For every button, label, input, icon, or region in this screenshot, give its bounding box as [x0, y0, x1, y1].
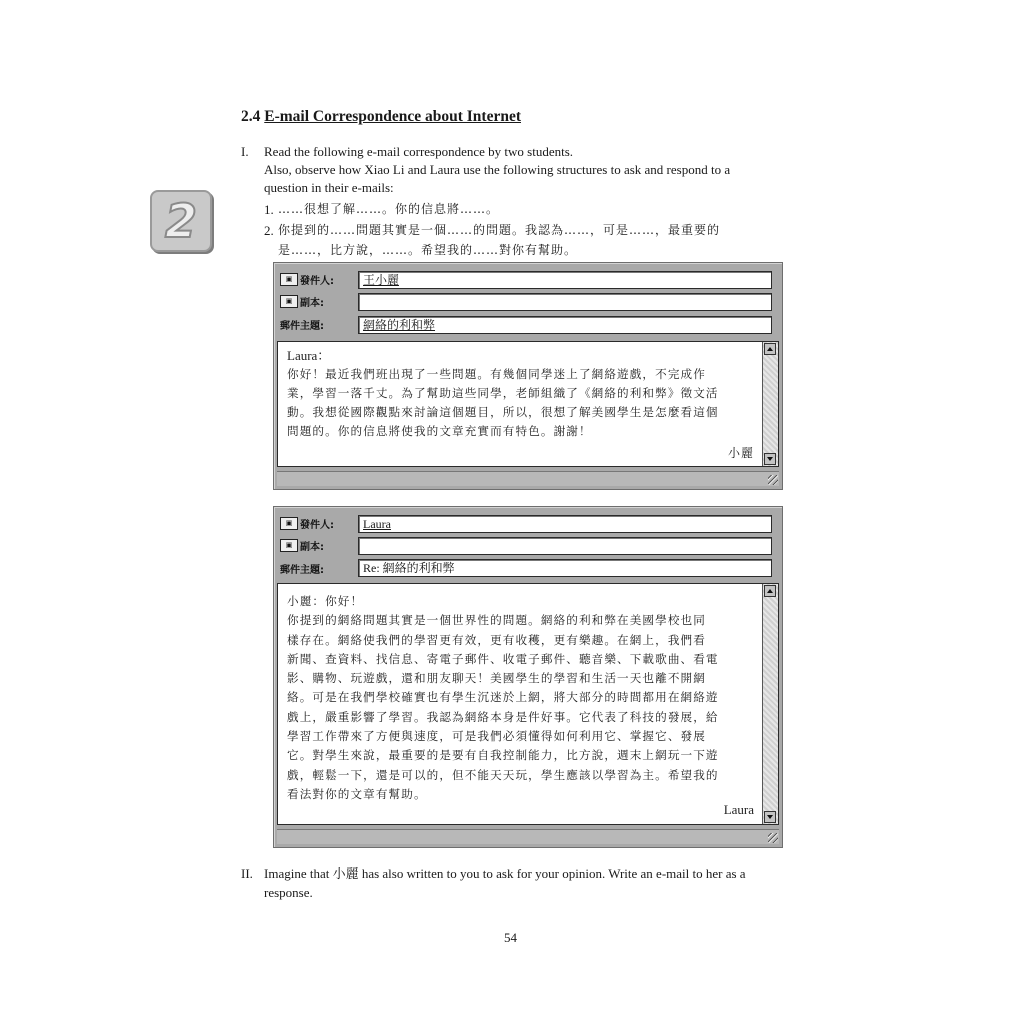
- email-body-1[interactable]: [277, 341, 779, 467]
- status-bar: [277, 829, 779, 844]
- email-line: 新聞、查資料、找信息、寄電子郵件、收電子郵件、聽音樂、下載歌曲、看電: [287, 651, 719, 666]
- arrow-down-icon: [767, 815, 773, 819]
- part2-line2: response.: [264, 885, 313, 900]
- part1-numeral: I.: [241, 144, 249, 159]
- address-card-icon: ▣: [280, 517, 298, 530]
- email-line: 你好！最近我們班出現了一些問題。有幾個同學迷上了網絡遊戲，不完成作: [287, 367, 706, 381]
- cc-field[interactable]: [358, 293, 772, 311]
- cc-row: [280, 535, 356, 555]
- email-line: 戲上，嚴重影響了學習。我認為網絡本身是件好事。它代表了科技的發展，給: [287, 709, 719, 724]
- email-line: 絡。可是在我們學校確實也有學生沉迷於上網，將大部分的時間都用在網絡遊: [287, 690, 719, 705]
- status-bar: [277, 471, 779, 486]
- part1-line2: Also, observe how Xiao Li and Laura use the following structures to ask and respond to a: [264, 162, 731, 177]
- scroll-down-button[interactable]: [764, 811, 776, 823]
- email-line: 問題的。你的信息將使我的文章充實而有特色。謝謝！: [287, 424, 592, 438]
- cc-field[interactable]: [358, 537, 772, 555]
- email-line: 你提到的網絡問題其實是一個世界性的問題。網絡的利和弊在美國學校也同: [287, 613, 706, 628]
- email-body-text: [287, 346, 756, 441]
- part1-line1: Read the following e-mail correspondence by two students.: [264, 144, 574, 159]
- email-signature: 小麗: [727, 446, 754, 460]
- from-label: ▣ 發件人:: [280, 272, 356, 287]
- section-title: [241, 108, 521, 126]
- scroll-down-button[interactable]: [764, 453, 776, 465]
- part2-numeral: II.: [241, 866, 253, 881]
- subject-row: [280, 314, 356, 334]
- email-line: 業，學習一落千丈。為了幫助這些同學，老師組織了《網絡的利和弊》徵文活: [287, 386, 719, 400]
- from-field[interactable]: 王小麗: [358, 271, 772, 289]
- section-title-text: E-mail Correspondence about Internet: [264, 108, 521, 125]
- resize-grip-icon[interactable]: [768, 475, 778, 485]
- from-row: [280, 269, 356, 289]
- email-line: 樣存在。網絡使我們的學習更有效，更有收穫，更有樂趣。在網上，我們看: [287, 632, 706, 647]
- page-number: 54: [504, 930, 517, 945]
- email-line: 學習工作帶來了方便與速度，可是我們必須懂得如何利用它、掌握它、發展: [287, 729, 706, 744]
- structure-2-text-cont: 是……，比方說，……。希望我的……對你有幫助。: [278, 243, 578, 257]
- email-window-2: [273, 506, 783, 848]
- cc-label: ▣ 副本:: [280, 294, 356, 309]
- email-line: 它。對學生來說，最重要的是要有自我控制能力，比方說，週末上網玩一下遊: [287, 748, 719, 763]
- structure-2-number: 2.: [264, 223, 274, 238]
- email-body-2[interactable]: [277, 583, 779, 825]
- from-label: ▣ 發件人:: [280, 516, 356, 531]
- arrow-up-icon: [767, 589, 773, 593]
- resize-grip-icon[interactable]: [768, 833, 778, 843]
- part2-line1: Imagine that 小麗 has also written to you to ask for your opinion. Write an e-mail to her as a: [264, 866, 746, 881]
- email-line: 看法對你的文章有幫助。: [287, 786, 427, 801]
- scrollbar[interactable]: [762, 584, 778, 824]
- email-body-text: [287, 592, 756, 804]
- scroll-up-button[interactable]: [764, 585, 776, 597]
- scrollbar[interactable]: [762, 342, 778, 466]
- cc-label: ▣ 副本:: [280, 538, 356, 553]
- subject-field[interactable]: Re: 網絡的利和弊: [358, 559, 772, 577]
- address-card-icon: ▣: [280, 273, 298, 286]
- subject-label: 郵件主題:: [280, 564, 324, 576]
- arrow-down-icon: [767, 457, 773, 461]
- subject-row: [280, 558, 356, 578]
- arrow-up-icon: [767, 347, 773, 351]
- address-card-icon: ▣: [280, 539, 298, 552]
- structure-1-text: ……很想了解……。你的信息將……。: [278, 202, 500, 216]
- from-field[interactable]: Laura: [358, 515, 772, 533]
- subject-label: 郵件主題:: [280, 320, 324, 332]
- email-line: 戲，輕鬆一下，還是可以的，但不能天天玩，學生應該以學習為主。希望我的: [287, 767, 719, 782]
- email-greeting: Laura：: [287, 348, 331, 363]
- cc-row: [280, 291, 356, 311]
- scroll-up-button[interactable]: [764, 343, 776, 355]
- structure-2-text: 你提到的……問題其實是一個……的問題。我認為……，可是……，最重要的: [278, 223, 721, 237]
- chapter-number: 2: [164, 194, 197, 248]
- email-signature: Laura: [723, 802, 754, 817]
- email-line: 動。我想從國際觀點來討論這個題目，所以，很想了解美國學生是怎麼看這個: [287, 405, 719, 419]
- subject-field[interactable]: 網絡的利和弊: [358, 316, 772, 334]
- section-number: 2.4: [241, 108, 261, 125]
- email-greeting: 小麗：你好！: [287, 594, 364, 608]
- email-line: 影、購物、玩遊戲，還和朋友聊天！美國學生的學習和生活一天也離不開網: [287, 671, 706, 686]
- email-window-1: [273, 262, 783, 490]
- structure-1-number: 1.: [264, 202, 274, 217]
- part1-line3: question in their e-mails:: [264, 180, 394, 195]
- from-row: [280, 513, 356, 533]
- chapter-badge: [150, 190, 212, 252]
- address-card-icon: ▣: [280, 295, 298, 308]
